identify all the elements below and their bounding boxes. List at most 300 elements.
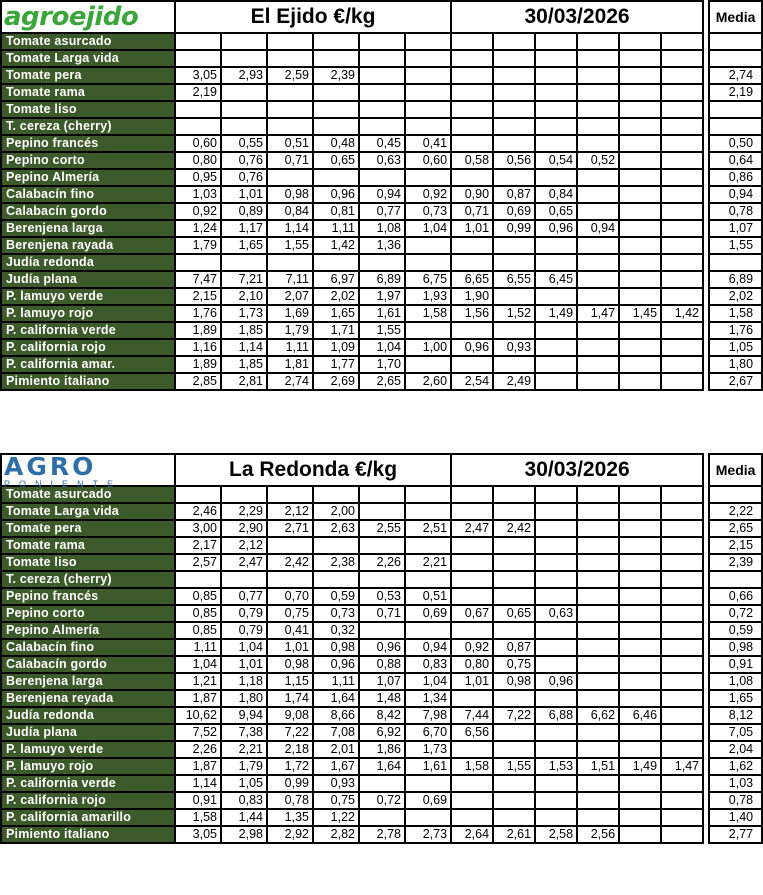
- table-row: [1, 503, 762, 520]
- price-cell: [577, 50, 619, 67]
- price-cell: 7,47: [175, 271, 221, 288]
- price-cell: [493, 288, 535, 305]
- price-cell: 1,72: [267, 758, 313, 775]
- price-cell: [577, 503, 619, 520]
- price-cell: 0,85: [175, 588, 221, 605]
- price-cell: [451, 33, 493, 50]
- price-cell: 7,44: [451, 707, 493, 724]
- price-cell: [619, 322, 661, 339]
- price-cell: 9,94: [221, 707, 267, 724]
- table-row: [1, 571, 762, 588]
- price-cell: [661, 571, 703, 588]
- price-cell: 1,34: [405, 690, 451, 707]
- price-cell: [535, 237, 577, 254]
- price-cell: [535, 554, 577, 571]
- price-cell: 1,74: [267, 690, 313, 707]
- table-row: [1, 622, 762, 639]
- price-cell: 1,15: [267, 673, 313, 690]
- price-cell: 2,39: [313, 67, 359, 84]
- price-cell: 1,16: [175, 339, 221, 356]
- price-cell: 0,96: [451, 339, 493, 356]
- price-cell: [661, 339, 703, 356]
- price-cell: 1,01: [451, 673, 493, 690]
- price-cell: 0,67: [451, 605, 493, 622]
- product-name: Pepino corto: [1, 605, 175, 622]
- price-cell: 1,49: [619, 758, 661, 775]
- price-cell: 1,65: [313, 305, 359, 322]
- price-cell: 0,96: [535, 673, 577, 690]
- price-cell: 1,00: [405, 339, 451, 356]
- average-price-cell: 0,50: [709, 135, 762, 152]
- price-cell: 0,59: [313, 588, 359, 605]
- product-name: Tomate pera: [1, 520, 175, 537]
- price-cell: [451, 775, 493, 792]
- price-cell: [535, 373, 577, 390]
- price-cell: [493, 67, 535, 84]
- price-cell: [313, 101, 359, 118]
- average-price-cell: 7,05: [709, 724, 762, 741]
- price-cell: [577, 118, 619, 135]
- price-cell: 2,58: [535, 826, 577, 843]
- product-name: Pimiento italiano: [1, 826, 175, 843]
- average-price-cell: 0,94: [709, 186, 762, 203]
- average-price-cell: 1,65: [709, 690, 762, 707]
- price-cell: 2,47: [221, 554, 267, 571]
- table-row: [1, 520, 762, 537]
- average-price-cell: 0,86: [709, 169, 762, 186]
- price-cell: 0,84: [267, 203, 313, 220]
- price-cell: 0,71: [359, 605, 405, 622]
- average-price-cell: 0,98: [709, 639, 762, 656]
- price-cell: [577, 339, 619, 356]
- price-cell: 6,45: [535, 271, 577, 288]
- price-cell: 1,61: [359, 305, 405, 322]
- price-cell: [535, 67, 577, 84]
- price-cell: [535, 775, 577, 792]
- price-cell: 0,87: [493, 639, 535, 656]
- price-cell: 0,41: [267, 622, 313, 639]
- price-cell: [451, 503, 493, 520]
- price-cell: [619, 101, 661, 118]
- price-cell: 2,78: [359, 826, 405, 843]
- price-cell: 9,08: [267, 707, 313, 724]
- price-cell: [175, 254, 221, 271]
- price-cell: 0,73: [405, 203, 451, 220]
- price-cell: 0,95: [175, 169, 221, 186]
- average-price-cell: 2,74: [709, 67, 762, 84]
- price-cell: [359, 809, 405, 826]
- price-cell: [619, 673, 661, 690]
- price-cell: [405, 101, 451, 118]
- price-cell: 0,94: [405, 639, 451, 656]
- price-cell: [619, 656, 661, 673]
- price-cell: [493, 554, 535, 571]
- price-cell: [577, 775, 619, 792]
- price-cell: [661, 356, 703, 373]
- price-cell: [493, 254, 535, 271]
- price-cell: 1,55: [267, 237, 313, 254]
- price-cell: [619, 186, 661, 203]
- price-cell: 0,85: [175, 622, 221, 639]
- price-cell: [405, 169, 451, 186]
- price-cell: 1,55: [493, 758, 535, 775]
- price-cell: [493, 741, 535, 758]
- price-cell: 7,21: [221, 271, 267, 288]
- price-cell: [493, 588, 535, 605]
- price-cell: 2,46: [175, 503, 221, 520]
- price-cell: [661, 186, 703, 203]
- price-cell: [493, 503, 535, 520]
- price-cell: [535, 588, 577, 605]
- price-cell: 1,56: [451, 305, 493, 322]
- price-cell: [619, 503, 661, 520]
- price-cell: [661, 169, 703, 186]
- table-row: [1, 588, 762, 605]
- price-cell: [405, 486, 451, 503]
- price-cell: [619, 554, 661, 571]
- price-cell: 1,49: [535, 305, 577, 322]
- price-cell: [619, 288, 661, 305]
- product-name: Tomate asurcado: [1, 486, 175, 503]
- price-cell: [661, 50, 703, 67]
- price-cell: [619, 237, 661, 254]
- price-cell: 2,98: [221, 826, 267, 843]
- price-cell: [619, 67, 661, 84]
- price-cell: 1,18: [221, 673, 267, 690]
- price-cell: [619, 169, 661, 186]
- price-cell: 6,75: [405, 271, 451, 288]
- price-cell: [535, 809, 577, 826]
- price-cell: 1,04: [405, 673, 451, 690]
- price-cell: [221, 118, 267, 135]
- price-cell: [493, 118, 535, 135]
- price-cell: [661, 673, 703, 690]
- price-cell: 1,67: [313, 758, 359, 775]
- price-cell: 0,89: [221, 203, 267, 220]
- price-cell: [661, 520, 703, 537]
- price-cell: 0,77: [359, 203, 405, 220]
- price-cell: [577, 537, 619, 554]
- product-name: Pepino francés: [1, 588, 175, 605]
- price-cell: [535, 322, 577, 339]
- price-cell: [267, 169, 313, 186]
- price-cell: [493, 792, 535, 809]
- price-cell: 8,42: [359, 707, 405, 724]
- price-cell: [661, 486, 703, 503]
- price-cell: 2,49: [493, 373, 535, 390]
- table-row: [1, 135, 762, 152]
- product-name: Calabacín gordo: [1, 203, 175, 220]
- price-cell: 6,88: [535, 707, 577, 724]
- price-cell: 1,14: [175, 775, 221, 792]
- product-name: Pepino corto: [1, 152, 175, 169]
- price-cell: [451, 792, 493, 809]
- price-cell: 1,73: [221, 305, 267, 322]
- price-cell: [267, 33, 313, 50]
- price-cell: 0,79: [221, 605, 267, 622]
- price-cell: 0,94: [359, 186, 405, 203]
- price-cell: [661, 254, 703, 271]
- price-cell: 1,08: [359, 220, 405, 237]
- price-cell: [493, 237, 535, 254]
- table-row: [1, 220, 762, 237]
- product-name: Tomate Larga vida: [1, 503, 175, 520]
- price-cell: [535, 33, 577, 50]
- price-cell: [451, 322, 493, 339]
- price-cell: [535, 622, 577, 639]
- price-board-la-redonda: [0, 453, 763, 895]
- average-price-cell: 0,72: [709, 605, 762, 622]
- price-cell: [405, 503, 451, 520]
- price-cell: 6,70: [405, 724, 451, 741]
- price-cell: 0,81: [313, 203, 359, 220]
- price-cell: 0,73: [313, 605, 359, 622]
- price-cell: 2,59: [267, 67, 313, 84]
- price-cell: 0,60: [175, 135, 221, 152]
- price-cell: 0,93: [493, 339, 535, 356]
- price-cell: [359, 50, 405, 67]
- product-name: P. lamuyo rojo: [1, 305, 175, 322]
- price-cell: [451, 237, 493, 254]
- price-cell: 0,80: [175, 152, 221, 169]
- price-cell: [661, 203, 703, 220]
- average-price-cell: 2,15: [709, 537, 762, 554]
- average-price-cell: [709, 118, 762, 135]
- product-name: Tomate rama: [1, 537, 175, 554]
- price-cell: 1,11: [313, 673, 359, 690]
- price-cell: 0,75: [267, 605, 313, 622]
- price-cell: 1,04: [405, 220, 451, 237]
- agroejido-logo: agroejido: [1, 1, 175, 33]
- table-row: [1, 554, 762, 571]
- price-cell: [451, 50, 493, 67]
- price-cell: [619, 203, 661, 220]
- price-cell: [661, 724, 703, 741]
- price-cell: [313, 169, 359, 186]
- price-cell: 0,63: [359, 152, 405, 169]
- price-cell: 1,47: [577, 305, 619, 322]
- price-table: [0, 453, 763, 844]
- price-cell: 10,62: [175, 707, 221, 724]
- price-cell: 0,76: [221, 169, 267, 186]
- price-cell: 1,58: [451, 758, 493, 775]
- average-price-cell: [709, 571, 762, 588]
- price-cell: [661, 792, 703, 809]
- price-cell: 1,48: [359, 690, 405, 707]
- price-cell: [175, 50, 221, 67]
- price-cell: 2,12: [267, 503, 313, 520]
- product-name: Pepino Almería: [1, 169, 175, 186]
- price-cell: [493, 486, 535, 503]
- table-row: [1, 690, 762, 707]
- price-cell: [577, 254, 619, 271]
- product-name: Tomate asurcado: [1, 33, 175, 50]
- price-cell: 1,77: [313, 356, 359, 373]
- price-cell: 0,78: [267, 792, 313, 809]
- price-cell: [405, 84, 451, 101]
- price-cell: 1,11: [313, 220, 359, 237]
- price-cell: 1,44: [221, 809, 267, 826]
- price-cell: 0,84: [535, 186, 577, 203]
- price-cell: 0,75: [493, 656, 535, 673]
- average-price-cell: 0,64: [709, 152, 762, 169]
- price-cell: [267, 118, 313, 135]
- price-cell: 2,42: [267, 554, 313, 571]
- price-cell: [451, 571, 493, 588]
- price-cell: 0,92: [405, 186, 451, 203]
- average-price-cell: 1,40: [709, 809, 762, 826]
- price-cell: [405, 775, 451, 792]
- table-row: [1, 356, 762, 373]
- price-cell: [267, 50, 313, 67]
- price-cell: [577, 322, 619, 339]
- product-name: Judía plana: [1, 271, 175, 288]
- price-cell: [619, 605, 661, 622]
- product-name: P. california amarillo: [1, 809, 175, 826]
- product-name: T. cereza (cherry): [1, 118, 175, 135]
- price-cell: 0,76: [221, 152, 267, 169]
- price-cell: 2,21: [221, 741, 267, 758]
- price-cell: [451, 118, 493, 135]
- price-cell: [619, 520, 661, 537]
- price-cell: 7,22: [267, 724, 313, 741]
- price-cell: [221, 101, 267, 118]
- average-price-cell: [709, 254, 762, 271]
- price-cell: 1,24: [175, 220, 221, 237]
- price-cell: [661, 588, 703, 605]
- product-name: Pepino francés: [1, 135, 175, 152]
- product-name: Tomate Larga vida: [1, 50, 175, 67]
- price-cell: 0,71: [267, 152, 313, 169]
- price-cell: [661, 605, 703, 622]
- price-cell: [619, 135, 661, 152]
- average-price-cell: 1,76: [709, 322, 762, 339]
- price-cell: [359, 67, 405, 84]
- price-cell: [405, 537, 451, 554]
- price-cell: 0,65: [535, 203, 577, 220]
- price-cell: [619, 33, 661, 50]
- table-row: [1, 724, 762, 741]
- price-cell: [451, 554, 493, 571]
- table-row: [1, 101, 762, 118]
- price-cell: [619, 537, 661, 554]
- price-cell: [493, 33, 535, 50]
- price-cell: 0,52: [577, 152, 619, 169]
- price-cell: 6,55: [493, 271, 535, 288]
- product-name: Tomate pera: [1, 67, 175, 84]
- price-cell: [661, 656, 703, 673]
- price-cell: 0,63: [535, 605, 577, 622]
- price-cell: [221, 571, 267, 588]
- price-cell: [493, 690, 535, 707]
- price-cell: [451, 84, 493, 101]
- price-cell: [619, 741, 661, 758]
- price-cell: [619, 50, 661, 67]
- price-cell: 1,52: [493, 305, 535, 322]
- price-cell: 2,65: [359, 373, 405, 390]
- price-cell: 1,79: [175, 237, 221, 254]
- price-cell: 0,71: [451, 203, 493, 220]
- price-cell: 2,00: [313, 503, 359, 520]
- price-cell: [577, 741, 619, 758]
- price-cell: [619, 118, 661, 135]
- price-cell: [577, 67, 619, 84]
- price-cell: [493, 322, 535, 339]
- price-cell: 2,18: [267, 741, 313, 758]
- price-cell: [359, 84, 405, 101]
- price-cell: 0,80: [451, 656, 493, 673]
- price-cell: 0,99: [267, 775, 313, 792]
- price-cell: [175, 33, 221, 50]
- price-cell: [535, 254, 577, 271]
- price-cell: [451, 356, 493, 373]
- price-cell: [221, 254, 267, 271]
- price-cell: [577, 588, 619, 605]
- price-cell: 0,90: [451, 186, 493, 203]
- average-price-cell: 1,08: [709, 673, 762, 690]
- average-price-cell: 0,91: [709, 656, 762, 673]
- average-column-header: Media: [709, 454, 762, 486]
- price-cell: 1,35: [267, 809, 313, 826]
- price-cell: [405, 254, 451, 271]
- average-price-cell: [709, 50, 762, 67]
- price-cell: [405, 356, 451, 373]
- product-name: P. lamuyo rojo: [1, 758, 175, 775]
- table-row: [1, 288, 762, 305]
- price-cell: 2,26: [175, 741, 221, 758]
- price-cell: 1,76: [175, 305, 221, 322]
- price-cell: [359, 169, 405, 186]
- price-cell: [175, 101, 221, 118]
- price-cell: [493, 101, 535, 118]
- price-cell: [221, 50, 267, 67]
- price-cell: [619, 339, 661, 356]
- price-cell: [493, 724, 535, 741]
- price-cell: [661, 826, 703, 843]
- price-cell: 2,64: [451, 826, 493, 843]
- price-cell: 1,97: [359, 288, 405, 305]
- price-cell: [535, 356, 577, 373]
- price-cell: 1,73: [405, 741, 451, 758]
- average-price-cell: 2,22: [709, 503, 762, 520]
- price-cell: [577, 571, 619, 588]
- price-cell: 0,72: [359, 792, 405, 809]
- price-cell: [577, 622, 619, 639]
- price-cell: [535, 656, 577, 673]
- price-cell: [619, 724, 661, 741]
- price-cell: [535, 169, 577, 186]
- price-cell: [577, 605, 619, 622]
- price-cell: 3,05: [175, 826, 221, 843]
- price-cell: 1,42: [661, 305, 703, 322]
- price-cell: [535, 486, 577, 503]
- price-cell: [535, 339, 577, 356]
- price-cell: [175, 571, 221, 588]
- price-cell: 1,64: [313, 690, 359, 707]
- price-cell: [405, 809, 451, 826]
- price-cell: [493, 84, 535, 101]
- price-cell: [451, 486, 493, 503]
- price-cell: 1,53: [535, 758, 577, 775]
- table-row: [1, 758, 762, 775]
- price-cell: [577, 33, 619, 50]
- price-cell: 1,11: [175, 639, 221, 656]
- average-price-cell: [709, 486, 762, 503]
- price-cell: 0,69: [493, 203, 535, 220]
- product-name: Berenjena reyada: [1, 690, 175, 707]
- price-cell: [535, 503, 577, 520]
- price-cell: [619, 826, 661, 843]
